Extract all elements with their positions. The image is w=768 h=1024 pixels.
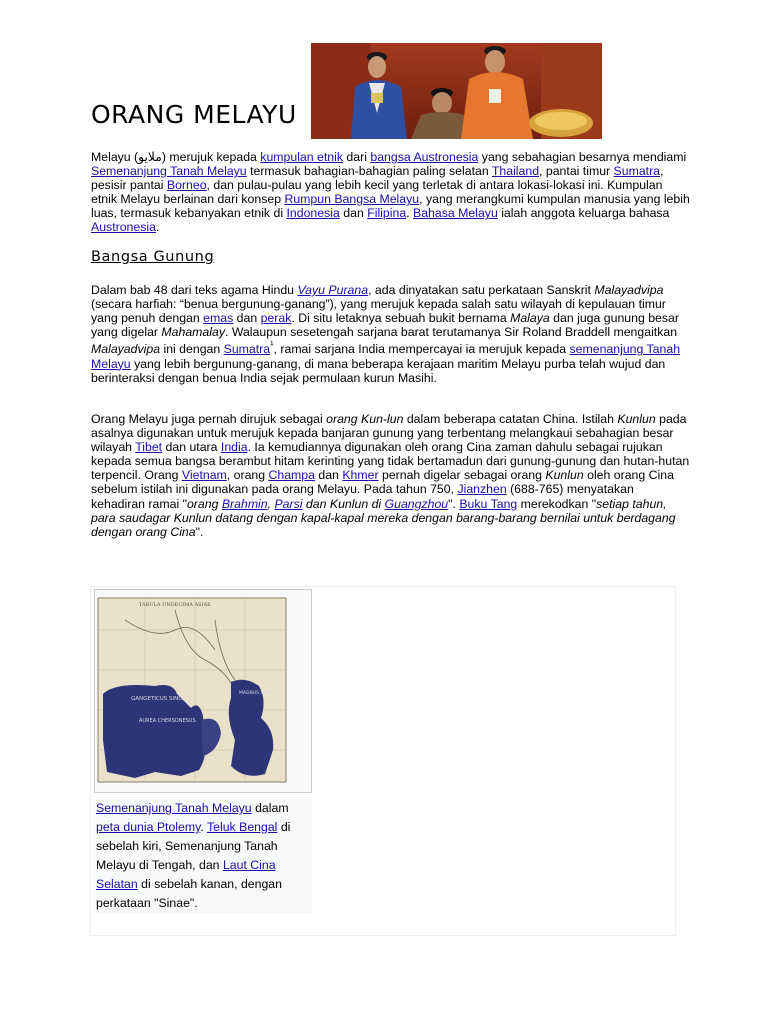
text-run: . [155,220,160,235]
text-run: orang Kun-lun [326,412,404,426]
text-run: oleh orang Cina sebelum istilah ini digunakan pada orang Melayu. Pada tahun 750, [91,468,674,497]
footnote-marker: ¹ [270,340,274,352]
text-run: , pantai timur [539,164,614,179]
link-tibet[interactable]: Tibet [135,440,163,455]
text-run: Malayadvipa [91,342,161,357]
link-parsi[interactable]: Parsi [274,496,303,511]
text-run: dan utara [162,440,221,455]
map-title: TABULA UNDECIMA ASIAE [139,602,211,608]
text-run: (688-765) menyatakan kehadiran ramai " [91,482,634,511]
figure-caption-text [94,799,312,913]
link-guangzhou[interactable]: Guangzhou [384,496,449,511]
text-run: Kunlun [545,468,584,483]
link-laut-cina-selatan[interactable]: Laut Cina Selatan [96,858,276,891]
section-heading: Bangsa Gunung [91,249,215,265]
figure-caption [94,799,312,913]
link-khmer[interactable]: Khmer [342,468,379,483]
text-run: dan Kunlun di [302,496,385,511]
map-label-aurea: AUREA CHERSONESUS [139,718,196,724]
text-run: . [200,820,207,834]
text-run: dan [314,468,343,483]
text-run: ) merujuk kepada [161,150,261,164]
page-title: ORANG MELAYU [91,100,297,129]
map-label-magnus: MAGNUS SINUS [239,691,275,696]
link-emas[interactable]: emas [203,311,234,326]
text-run: di sebelah kanan, dengan perkataan "Sinae". [96,877,282,910]
paragraph-bangsa-gunung [91,283,691,385]
text-run: dan [339,206,368,221]
text-run: dari [343,150,371,164]
text-run: orang [186,496,222,511]
text-run: Mahamalay [161,325,225,340]
link-champa[interactable]: Champa [268,468,315,483]
text-run: Melayu ( [91,150,139,164]
text-run: yang sebahagian besarnya mendiami [478,150,687,164]
text-run: , pesisir pantai [91,164,664,193]
text-run: Dalam bab 48 dari teks agama Hindu [91,283,298,297]
text-run: dan [233,311,261,326]
text-run: ". [448,496,460,511]
link-sumatra[interactable]: Sumatra [613,164,661,179]
link-sumatra[interactable]: Sumatra [223,342,271,357]
text-run: ialah anggota keluarga bahasa [497,206,670,221]
text-run: yang lebih bergunung-ganang, di mana beberapa kerajaan maritim Melayu purba telah wujud dan berinteraksi dengan benua India sejak permulaan kurun Masihi. [91,356,666,385]
text-run: , ramai sarjana India mempercayai ia merujuk kepada [273,342,570,357]
link-vietnam[interactable]: Vietnam [181,468,227,483]
link-bangsa-austronesia[interactable]: bangsa Austronesia [370,150,479,164]
paragraph-kunlun [91,412,691,539]
link-rumpun-bangsa-melayu[interactable]: Rumpun Bangsa Melayu [284,192,420,207]
text-run: . Walaupun sesetengah sarjana barat terutamanya Sir Roland Braddell mengaitkan [224,325,678,340]
text-run: , [267,496,275,511]
text-run: . [406,206,414,221]
text-run: Malayadvipa [594,283,664,297]
text-run: (secara harfiah: “benua bergunung-ganang”), yang merujuk kepada salah satu wilayah di kepulauan timur yang penuh dengan [91,297,666,326]
intro-paragraph [91,150,691,235]
link-brahmin[interactable]: Brahmin [221,496,268,511]
text-run: , orang [226,468,269,483]
text-run: Kunlun [617,412,656,426]
text-run: pada asalnya digunakan untuk merujuk kepada banjaran gunung yang terbentang melangkaui sebahagian besar wilayah [91,412,687,455]
text-run: setiap tahun, para saudagar Kunlun datang dengan kapal-kapal mereka dengan barang-barang bernilai untuk berdagang dengan orang Cina [91,496,676,539]
text-run: . Ia kemudiannya digunakan oleh orang Cina zaman dahulu sebagai rujukan kepada semua bangsa berambut hitam kerinting yang tidak bertamadun dari gunung-gunung dan hutan-hutan terpencil. Orang [91,440,690,483]
text-run: ". [195,524,204,539]
text-run: merekodkan " [517,496,597,511]
link-jianzhen[interactable]: Jianzhen [457,482,507,497]
link-borneo[interactable]: Borneo [166,178,207,193]
link-thailand[interactable]: Thailand [491,164,540,179]
text-run: , dan pulau-pulau yang lebih kecil yang terletak di antara lokasi-lokasi ini. Kumpulan etnik Melayu berlainan dari konsep [91,178,663,207]
link-kumpulan-etnik[interactable]: kumpulan etnik [260,150,344,164]
link-indonesia[interactable]: Indonesia [286,206,340,221]
text-run: dan juga gunung besar yang digelar [91,311,679,340]
map-thumbnail[interactable] [94,589,312,793]
link-bahasa-melayu[interactable]: Bahasa Melayu [413,206,498,221]
text-run: dalam [251,801,289,815]
link-austronesia[interactable]: Austronesia [91,220,156,235]
text-run: . Di situ letaknya sebuah bukit bernama [291,311,511,326]
text-run: , yang merangkumi kumpulan manusia yang lebih luas, termasuk kebanyakan etnik di [91,192,690,221]
link-teluk-bengal[interactable]: Teluk Bengal [207,820,278,834]
link-perak[interactable]: perak [260,311,292,326]
text-run: di sebelah kiri, Semenanjung Tanah Melayu di Tengah, dan [96,820,291,872]
text-run: pernah digelar sebagai orang [378,468,546,483]
link-india[interactable]: India [220,440,248,455]
link-buku-tang[interactable]: Buku Tang [459,496,518,511]
text-run: Orang Melayu juga pernah dirujuk sebagai [91,412,327,426]
map-label-gangeticus: GANGETICUS SINUS [131,696,186,702]
text-run: ملايو [138,150,162,164]
leaders-photo [311,43,602,139]
text-run: , ada dinyatakan satu perkataan Sanskrit [368,283,595,297]
link-semenanjung-tanah-melayu[interactable]: Semenanjung Tanah Melayu [96,801,252,815]
link-semenanjung-tanah-melayu[interactable]: Semenanjung Tanah Melayu [91,164,247,179]
text-run: termasuk bahagian-bahagian paling selatan [246,164,492,179]
text-run: dalam beberapa catatan China. Istilah [403,412,618,426]
text-run: ini dengan [160,342,224,357]
text-run: Malaya [510,311,550,326]
link-filipina[interactable]: Filipina [367,206,407,221]
link-vayu-purana[interactable]: Vayu Purana [297,283,369,297]
link-semenanjung-tanah-melayu[interactable]: semenanjung Tanah Melayu [91,342,681,371]
link-peta-dunia-ptolemy[interactable]: peta dunia Ptolemy [96,820,201,834]
